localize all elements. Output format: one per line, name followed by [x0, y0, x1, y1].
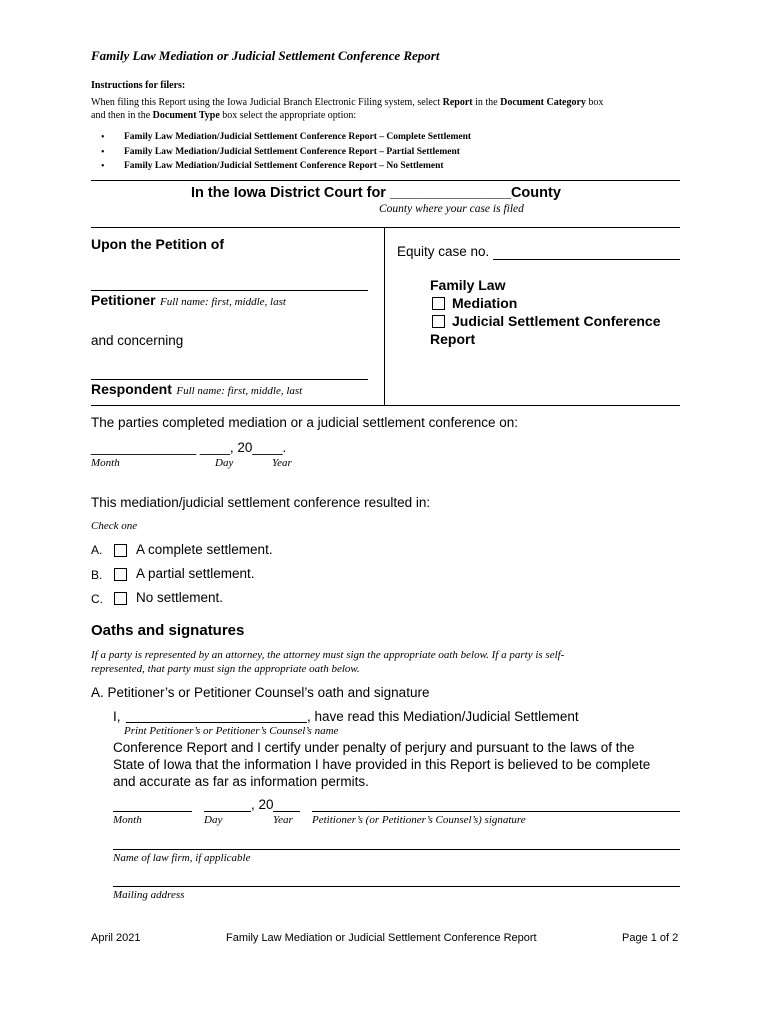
no-settlement-label: No settlement.: [136, 590, 224, 605]
instructions-heading: Instructions for filers:: [91, 80, 186, 91]
oath-year-label: Year: [273, 814, 293, 826]
oaths-intro-2: represented, that party must sign the appropriate oath below.: [91, 663, 360, 675]
instructions-text-bold: Document Type: [152, 110, 220, 121]
equity-case-label: Equity case no.: [397, 244, 490, 259]
completed-date-line[interactable]: ______________ ____, 20____.: [91, 440, 287, 455]
upon-petition: Upon the Petition of: [91, 236, 224, 252]
complete-settlement-label: A complete settlement.: [136, 542, 273, 557]
court-line: In the Iowa District Court for _______________County: [191, 185, 561, 201]
footer-date: April 2021: [91, 932, 141, 944]
option-none: Family Law Mediation/Judicial Settlement Conference Report – No Settlement: [124, 161, 444, 171]
no-settlement-checkbox[interactable]: [114, 592, 127, 605]
family-law-label: Family Law: [430, 277, 506, 293]
signature-input[interactable]: [312, 811, 680, 812]
check-one-label: Check one: [91, 520, 138, 532]
month-label: Month: [91, 457, 120, 469]
jsc-checkbox[interactable]: [432, 315, 445, 328]
jsc-label: Judicial Settlement Conference: [452, 313, 661, 329]
option-letter: C.: [91, 592, 103, 606]
and-concerning: and concerning: [91, 333, 184, 348]
caption-divider: [384, 227, 385, 405]
petitioner-text: Petitioner: [91, 292, 156, 308]
oath-body-3: and accurate as far as information permits.: [113, 774, 369, 789]
completed-text: The parties completed mediation or a judicial settlement conference on:: [91, 415, 518, 430]
oath-day-input[interactable]: [204, 811, 251, 812]
oath-month-input[interactable]: [113, 811, 192, 812]
court-sub: County where your case is filed: [379, 203, 524, 215]
bullet-icon: •: [101, 132, 105, 143]
i-suffix: , have read this Mediation/Judicial Settlement: [307, 709, 579, 724]
print-name-input[interactable]: [126, 722, 307, 723]
divider: [91, 405, 680, 406]
instructions-text: When filing this Report using the Iowa Judicial Branch Electronic Filing system, select: [91, 97, 443, 108]
option-letter: B.: [91, 568, 103, 582]
i-prefix: I,: [113, 709, 121, 724]
divider: [91, 180, 680, 181]
instructions-line-2: [91, 110, 356, 121]
law-firm-label: Name of law firm, if applicable: [113, 852, 251, 864]
mediation-label: Mediation: [452, 295, 518, 311]
oath-month-label: Month: [113, 814, 142, 826]
divider: [91, 227, 680, 228]
law-firm-input[interactable]: [113, 849, 680, 850]
report-label: Report: [430, 331, 476, 347]
petitioner-name-line[interactable]: [91, 290, 368, 291]
respondent-text: Respondent: [91, 381, 172, 397]
instructions-text: and then in the: [91, 110, 153, 121]
complete-settlement-checkbox[interactable]: [114, 544, 127, 557]
option-letter: A.: [91, 543, 103, 557]
mailing-address-input[interactable]: [113, 886, 680, 887]
bullet-icon: •: [101, 147, 105, 158]
petitioner-label: [91, 292, 286, 310]
comma-20: , 20: [251, 797, 274, 812]
instructions-text-bold: Report: [442, 97, 473, 108]
instructions-text: box select the appropriate option:: [219, 110, 357, 121]
year-label: Year: [272, 457, 292, 469]
instructions-text-bold: Document Category: [500, 97, 586, 108]
oath-body-1: Conference Report and I certify under penalty of perjury and pursuant to the laws of the: [113, 740, 635, 755]
bullet-icon: •: [101, 161, 105, 172]
option-complete: Family Law Mediation/Judicial Settlement Conference Report – Complete Settlement: [124, 132, 472, 142]
respondent-name-line[interactable]: [91, 379, 368, 380]
print-name-hint: Print Petitioner’s or Petitioner’s Counsel’s name: [124, 725, 339, 737]
instructions-text: box: [585, 97, 604, 108]
oaths-intro-1: If a party is represented by an attorney, the attorney must sign the appropriate oath below. If a party is self-: [91, 649, 565, 661]
option-partial: Family Law Mediation/Judicial Settlement Conference Report – Partial Settlement: [124, 147, 460, 157]
respondent-hint: Full name: first, middle, last: [176, 385, 303, 397]
oath-day-label: Day: [204, 814, 223, 826]
oaths-heading: Oaths and signatures: [91, 622, 245, 639]
document-title: Family Law Mediation or Judicial Settlement Conference Report: [91, 48, 440, 63]
oath-year-input[interactable]: [273, 811, 300, 812]
respondent-label: [91, 381, 302, 399]
instructions-text: in the: [472, 97, 501, 108]
partial-settlement-checkbox[interactable]: [114, 568, 127, 581]
mailing-address-label: Mailing address: [113, 889, 185, 901]
footer-page: Page 1 of 2: [622, 932, 679, 944]
petitioner-oath-heading: A. Petitioner’s or Petitioner Counsel’s oath and signature: [91, 685, 430, 700]
partial-settlement-label: A partial settlement.: [136, 566, 255, 581]
day-label: Day: [215, 457, 234, 469]
result-text: This mediation/judicial settlement conference resulted in:: [91, 495, 431, 510]
signature-label: Petitioner’s (or Petitioner’s Counsel’s) signature: [312, 814, 526, 826]
petitioner-hint: Full name: first, middle, last: [160, 296, 286, 308]
footer-title: Family Law Mediation or Judicial Settlement Conference Report: [226, 932, 537, 944]
mediation-checkbox[interactable]: [432, 297, 445, 310]
instructions-line-1: [91, 97, 603, 108]
equity-case-input[interactable]: [493, 259, 680, 260]
oath-body-2: State of Iowa that the information I have provided in this Report is believed to be complete: [113, 757, 651, 772]
